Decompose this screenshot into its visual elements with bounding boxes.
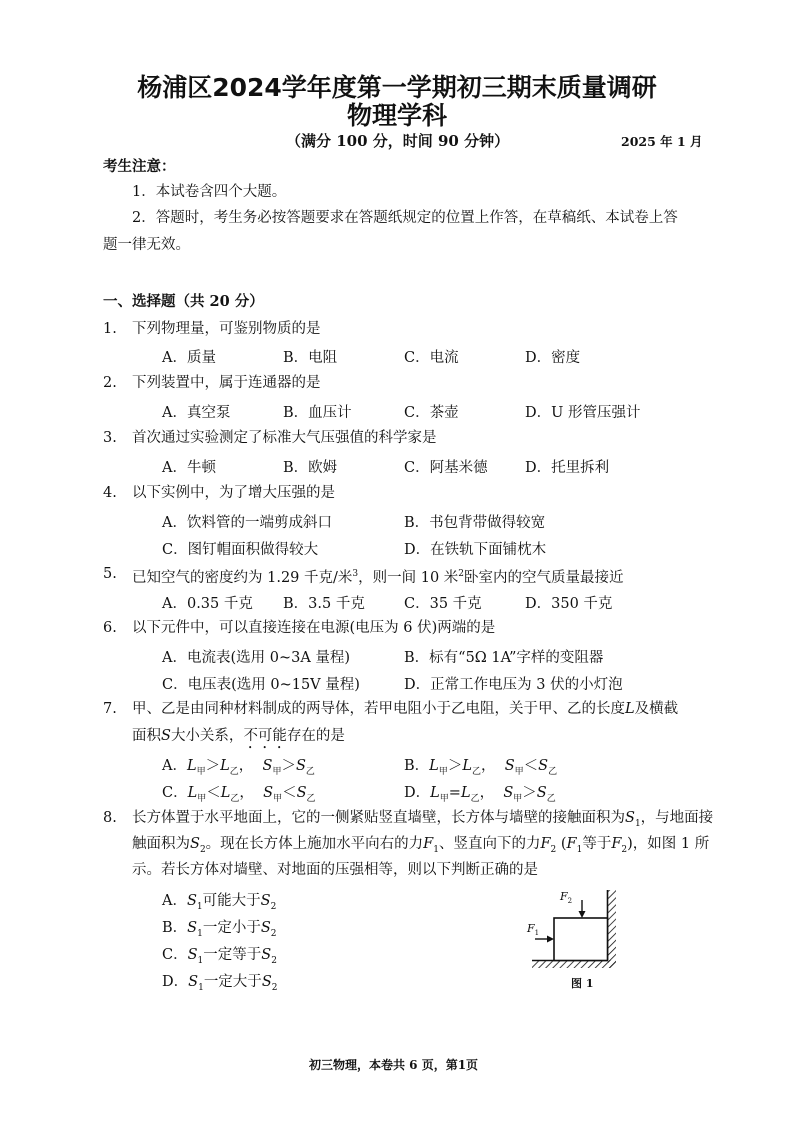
exam-meta: （满分 100 分，时间 90 分钟） xyxy=(286,132,510,150)
exam-date: 2025 年 1 月 xyxy=(621,134,703,149)
option-d: D．密度 xyxy=(525,350,581,366)
option-d: D．$S_1$一定大于$S_2$ xyxy=(162,974,278,993)
question-number: 7. xyxy=(103,701,117,717)
question-stem-cont: 面积S大小关系，不可能存在的是 xyxy=(132,728,345,744)
option-b: B．$L_甲>L_乙$， $S_甲<S_乙$ xyxy=(404,758,558,777)
option-c: C．$L_甲<L_乙$， $S_甲<S_乙$ xyxy=(162,785,316,804)
option-d: D．在铁轨下面铺枕木 xyxy=(404,542,547,558)
figure-f2-label: $F_2$ xyxy=(560,890,573,906)
question-number: 4. xyxy=(103,485,117,501)
question-stem-cont: 触面积为$S_2$。现在长方体上施加水平向右的力$F_1$、竖直向下的力$F_2$ ($F_1$等于$F_2$)，如图 1 所 xyxy=(132,836,710,855)
option-a: A．牛顿 xyxy=(162,460,216,476)
option-a: A．$S_1$可能大于$S_2$ xyxy=(162,893,277,912)
question-stem: 甲、乙是由同种材料制成的两导体，若甲电阻小于乙电阻，关于甲、乙的长度L及横截 xyxy=(132,701,679,717)
f2-arrowhead xyxy=(579,911,586,918)
question-stem: 以下实例中，为了增大压强的是 xyxy=(132,485,335,501)
question-number: 1. xyxy=(103,321,117,337)
option-a: A．电流表(选用 0~3A 量程) xyxy=(162,650,351,666)
option-b: B．电阻 xyxy=(283,350,338,366)
option-c: C．阿基米德 xyxy=(404,460,488,476)
option-d: D．350 千克 xyxy=(525,596,613,612)
option-d: D．U 形管压强计 xyxy=(525,405,641,421)
option-a: A．质量 xyxy=(162,350,216,366)
option-b: B．血压计 xyxy=(283,405,352,421)
option-d: D．托里拆利 xyxy=(525,460,610,476)
wall-hatch xyxy=(608,890,616,968)
option-b: B．标有“5Ω 1A”字样的变阻器 xyxy=(404,650,604,666)
section-heading: 一、选择题（共 20 分） xyxy=(103,293,264,310)
notice-item-2: 2．答题时，考生务必按答题要求在答题纸规定的位置上作答，在草稿纸、本试卷上答 xyxy=(132,210,678,226)
option-d: D．正常工作电压为 3 伏的小灯泡 xyxy=(404,677,623,693)
notice-item-2-cont: 题一律无效。 xyxy=(103,237,190,253)
option-c: C．电压表(选用 0~15V 量程) xyxy=(162,677,360,693)
option-c: C．图钉帽面积做得较大 xyxy=(162,542,319,558)
question-number: 8. xyxy=(103,810,117,826)
option-c: C．电流 xyxy=(404,350,459,366)
question-stem: 已知空气的密度约为 1.29 千克/米$^3$，则一间 10 米$^2$卧室内的空气质量最接近 xyxy=(132,569,624,586)
option-c: C．茶壶 xyxy=(404,405,459,421)
option-c: C．35 千克 xyxy=(404,596,482,612)
option-a: A．0.35 千克 xyxy=(162,596,253,612)
question-stem-cont-2: 示。若长方体对墙壁、对地面的压强相等，则以下判断正确的是 xyxy=(132,862,538,878)
f1-arrowhead xyxy=(547,936,554,943)
question-number: 5. xyxy=(103,566,117,582)
figure-f1-label: $F_1$ xyxy=(527,922,540,938)
option-d: D．$L_甲=L_乙$， $S_甲>S_乙$ xyxy=(404,785,556,804)
option-a: A．真空泵 xyxy=(162,405,231,421)
option-b: B．书包背带做得较宽 xyxy=(404,515,546,531)
option-a: A．饮料管的一端剪成斜口 xyxy=(162,515,332,531)
question-number: 3. xyxy=(103,430,117,446)
notice-item-1: 1．本试卷含四个大题。 xyxy=(132,184,287,200)
question-stem: 首次通过实验测定了标准大气压强值的科学家是 xyxy=(132,430,437,446)
option-b: B．欧姆 xyxy=(283,460,338,476)
question-number: 6. xyxy=(103,620,117,636)
figure-caption: 图 1 xyxy=(571,977,594,990)
option-c: C．$S_1$一定等于$S_2$ xyxy=(162,947,277,966)
exam-subject: 物理学科 xyxy=(346,101,447,130)
option-b: B．3.5 千克 xyxy=(283,596,365,612)
option-a: A．$L_甲>L_乙$， $S_甲>S_乙$ xyxy=(162,758,315,777)
question-stem: 下列物理量，可鉴别物质的是 xyxy=(132,321,321,337)
exam-title: 杨浦区2024学年度第一学期初三期末质量调研 xyxy=(137,73,657,102)
question-stem: 下列装置中，属于连通器的是 xyxy=(132,375,321,391)
block xyxy=(554,918,608,961)
question-stem: 以下元件中，可以直接连接在电源(电压为 6 伏)两端的是 xyxy=(132,620,496,636)
notice-heading: 考生注意： xyxy=(103,158,176,175)
page-footer: 初三物理，本卷共 6 页，第1页 xyxy=(309,1058,479,1072)
question-number: 2. xyxy=(103,375,117,391)
option-b: B．$S_1$一定小于$S_2$ xyxy=(162,920,277,939)
question-stem: 长方体置于水平地面上，它的一侧紧贴竖直墙壁，长方体与墙壁的接触面积为$S_1$，与地面接 xyxy=(132,810,714,829)
